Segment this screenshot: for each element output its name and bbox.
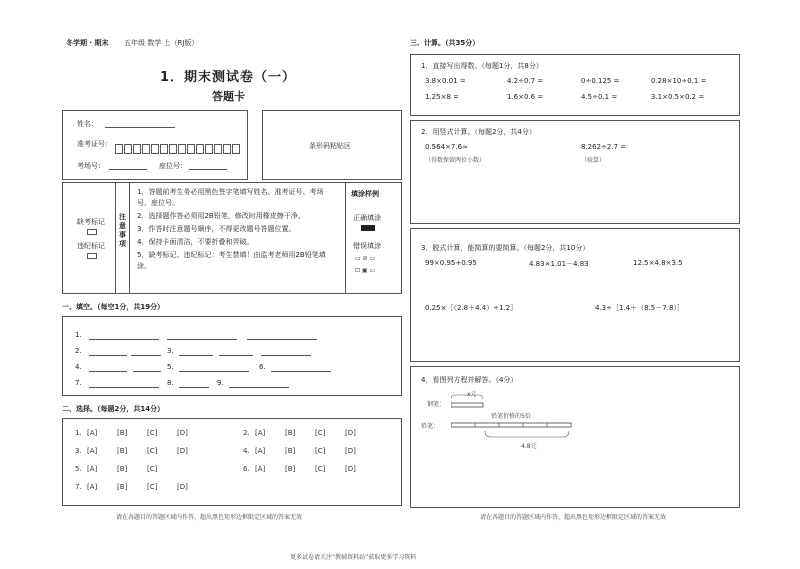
blank-field[interactable] xyxy=(131,355,161,356)
calc-item: 99×0.95+0.95 xyxy=(425,259,477,267)
choice-num: 3. xyxy=(75,447,82,455)
choice-num: 4. xyxy=(243,447,250,455)
blank-field[interactable] xyxy=(167,339,237,340)
barcode-area xyxy=(262,110,402,180)
name-field[interactable] xyxy=(105,127,175,128)
q3-title: 3．脱式计算，能简算的要简算。（每题2分，共10分） xyxy=(421,244,590,252)
fill-wrong-samples: ▭ ⊘ ▭ xyxy=(355,255,376,262)
sec1-box xyxy=(62,316,402,396)
pen-bar xyxy=(451,403,483,407)
choice-option[interactable]: [C] xyxy=(315,429,326,437)
blank-label: 9. xyxy=(217,379,224,387)
notice-item: 2．选择题作答必须用2B铅笔，修改时用橡皮擦干净。 xyxy=(137,212,305,220)
exam-no-label: 准考证号： xyxy=(77,140,112,148)
choice-option[interactable]: [B] xyxy=(117,465,128,473)
choice-option[interactable]: [C] xyxy=(147,429,158,437)
choice-option[interactable]: [A] xyxy=(255,429,266,437)
choice-option[interactable]: [A] xyxy=(87,483,98,491)
blank-label: 8. xyxy=(167,379,174,387)
calc-item: 3.8×0.01 = xyxy=(425,77,466,85)
pen-price-label: x元 xyxy=(467,391,477,398)
q2-item-b: 8.262÷2.7 = xyxy=(581,143,627,151)
blank-label: 1. xyxy=(75,331,82,339)
choice-option[interactable]: [D] xyxy=(177,483,188,491)
notice-divider-1 xyxy=(115,183,116,293)
choice-num: 6. xyxy=(243,465,250,473)
seat-label: 座位号： xyxy=(159,162,187,170)
q2-item-a: 0.564×7.6≈ xyxy=(425,143,468,151)
calc-item: 12.5×4.8×3.5 xyxy=(633,259,683,267)
blank-field[interactable] xyxy=(219,355,253,356)
total-brace xyxy=(485,431,569,437)
choice-num: 1. xyxy=(75,429,82,437)
q1-box xyxy=(410,54,740,116)
sec1-title: 一、填空。（每空1分，共19分） xyxy=(62,303,165,311)
pencil-bar xyxy=(451,423,571,427)
page-right xyxy=(410,30,740,525)
absent-mark-label: 缺考标记 xyxy=(77,218,105,226)
q3-box xyxy=(410,228,740,362)
choice-option[interactable]: [C] xyxy=(147,483,158,491)
calc-item: 0÷0.125 = xyxy=(581,77,620,85)
footer-note-left: 请在各题目的答题区域内作答，超出黑色矩形边框限定区域的答案无效 xyxy=(116,514,303,521)
room-field[interactable] xyxy=(109,169,147,170)
q1-title: 1．直接写出得数。（每题1分，共8分） xyxy=(421,62,543,70)
choice-option[interactable]: [B] xyxy=(285,447,296,455)
q4-title: 4．看图列方程并解答。（4分） xyxy=(421,376,518,384)
choice-option[interactable]: [C] xyxy=(315,465,326,473)
blank-label: 4. xyxy=(75,363,82,371)
header-grade: 五年级 数学 上（RJ版） xyxy=(124,39,199,47)
choice-option[interactable]: [B] xyxy=(117,483,128,491)
choice-option[interactable]: [A] xyxy=(87,465,98,473)
sec3-title: 三、计算。（共35分） xyxy=(410,39,480,47)
q2-note-b: （验算） xyxy=(581,157,606,164)
blank-field[interactable] xyxy=(89,355,127,356)
calc-item: 1.25×8 = xyxy=(425,93,459,101)
choice-option[interactable]: [B] xyxy=(285,465,296,473)
pen-brace xyxy=(451,395,483,399)
choice-option[interactable]: [D] xyxy=(177,447,188,455)
notice-list xyxy=(137,187,337,272)
blank-label: 3. xyxy=(167,347,174,355)
blank-label: 2. xyxy=(75,347,82,355)
notice-item: 4．保持卡面清洁，不要折叠和弄破。 xyxy=(137,238,254,246)
choice-option[interactable]: [D] xyxy=(345,465,356,473)
choice-option[interactable]: [A] xyxy=(87,429,98,437)
blank-field[interactable] xyxy=(179,387,209,388)
blank-field[interactable] xyxy=(133,371,161,372)
choice-num: 5. xyxy=(75,465,82,473)
blank-field[interactable] xyxy=(271,371,331,372)
notice-item: 1．答题前考生务必用黑色签字笔填写姓名、准考证号、考场号、座位号。 xyxy=(137,188,324,207)
calc-item: 1.6×0.6 = xyxy=(507,93,544,101)
absent-mark-box[interactable] xyxy=(87,229,97,235)
choice-option[interactable]: [D] xyxy=(345,429,356,437)
page-title: 1．期末测试卷（一） xyxy=(160,70,297,85)
choice-option[interactable]: [A] xyxy=(255,465,266,473)
q4-box xyxy=(410,366,740,508)
fill-correct-label: 正确填涂 xyxy=(353,214,381,222)
page-subtitle: 答题卡 xyxy=(212,90,245,103)
calc-item: 3.1×0.5×0.2 = xyxy=(651,93,705,101)
pencil-label: 铅笔： xyxy=(421,423,440,430)
choice-num: 2. xyxy=(243,429,250,437)
blank-field[interactable] xyxy=(89,387,159,388)
notice-item: 5．缺考标记、违纪标记：考生禁填！由监考老师用2B铅笔填涂。 xyxy=(137,251,326,270)
choice-option[interactable]: [B] xyxy=(285,429,296,437)
calc-item: 4.3÷［1.4＋（8.5－7.8）］ xyxy=(595,304,684,312)
header-series: 冬学期 · 期末 xyxy=(66,39,109,47)
blank-field[interactable] xyxy=(261,355,311,356)
blank-field[interactable] xyxy=(229,387,289,388)
blank-field[interactable] xyxy=(247,339,317,340)
info-box xyxy=(62,110,248,180)
q2-title: 2．用竖式计算。（每题2分，共4分） xyxy=(421,128,536,136)
exam-no-boxes[interactable] xyxy=(115,138,241,157)
choice-option[interactable]: [A] xyxy=(255,447,266,455)
choice-option[interactable]: [B] xyxy=(117,429,128,437)
room-label: 考场号： xyxy=(77,162,105,170)
notice-label: 注意事项 xyxy=(119,213,126,248)
fill-wrong-samples-2: ⊡ ▣ ▭ xyxy=(355,267,376,274)
blank-field[interactable] xyxy=(179,355,213,356)
calc-item: 4.5÷0.1 = xyxy=(581,93,618,101)
blank-label: 6. xyxy=(259,363,266,371)
seat-field[interactable] xyxy=(189,169,227,170)
blank-field[interactable] xyxy=(89,339,159,340)
notice-divider-2 xyxy=(129,183,130,293)
choice-option[interactable]: [C] xyxy=(315,447,326,455)
page-left xyxy=(62,30,402,525)
barcode-label: 条形码粘贴区 xyxy=(309,142,351,150)
notice-divider-3 xyxy=(345,183,346,293)
sec2-title: 二、选择。（每题2分，共14分） xyxy=(62,405,165,413)
total-label: 4.8元 xyxy=(521,443,537,450)
blank-field[interactable] xyxy=(89,371,127,372)
choice-option[interactable]: [B] xyxy=(117,447,128,455)
calc-item: 0.28×10÷0.1 = xyxy=(651,77,707,85)
blank-field[interactable] xyxy=(179,371,249,372)
choice-option[interactable]: [A] xyxy=(87,447,98,455)
q2-box xyxy=(410,120,740,224)
sec2-box xyxy=(62,418,402,506)
choice-option[interactable]: [C] xyxy=(147,447,158,455)
calc-item: 0.25×［（2.8＋4.4）÷1.2］ xyxy=(425,304,518,312)
cheat-mark-label: 违纪标记 xyxy=(77,242,105,250)
calc-item: 4.83×1.01－4.83 xyxy=(529,260,589,268)
blank-label: 7. xyxy=(75,379,82,387)
footer-note-right: 请在各题目的答题区域内作答，超出黑色矩形边框限定区域的答案无效 xyxy=(480,514,667,521)
bottom-text: 更多试卷请关注“教辅资料站”获取更多学习资料 xyxy=(290,554,417,561)
fill-wrong-label: 错误填涂 xyxy=(353,242,381,250)
fill-correct-sample xyxy=(361,225,375,231)
pen-label: 钢笔： xyxy=(427,401,446,408)
fill-example-title: 填涂样例 xyxy=(351,190,379,198)
choice-num: 7. xyxy=(75,483,82,491)
calc-item: 4.2÷0.7 = xyxy=(507,77,544,85)
name-label: 姓名： xyxy=(77,120,98,128)
blank-label: 5. xyxy=(167,363,174,371)
notice-box xyxy=(62,182,402,294)
q2-note-a: （得数保留两位小数） xyxy=(425,157,486,164)
notice-item: 3．作答时注意题号顺序，不得更改题号答题位置。 xyxy=(137,225,296,233)
choice-option[interactable]: [C] xyxy=(147,465,158,473)
choice-option[interactable]: [D] xyxy=(345,447,356,455)
choice-option[interactable]: [D] xyxy=(177,429,188,437)
multiple-note: 铅笔价格的5倍 xyxy=(491,413,531,420)
cheat-mark-box[interactable] xyxy=(87,253,97,259)
